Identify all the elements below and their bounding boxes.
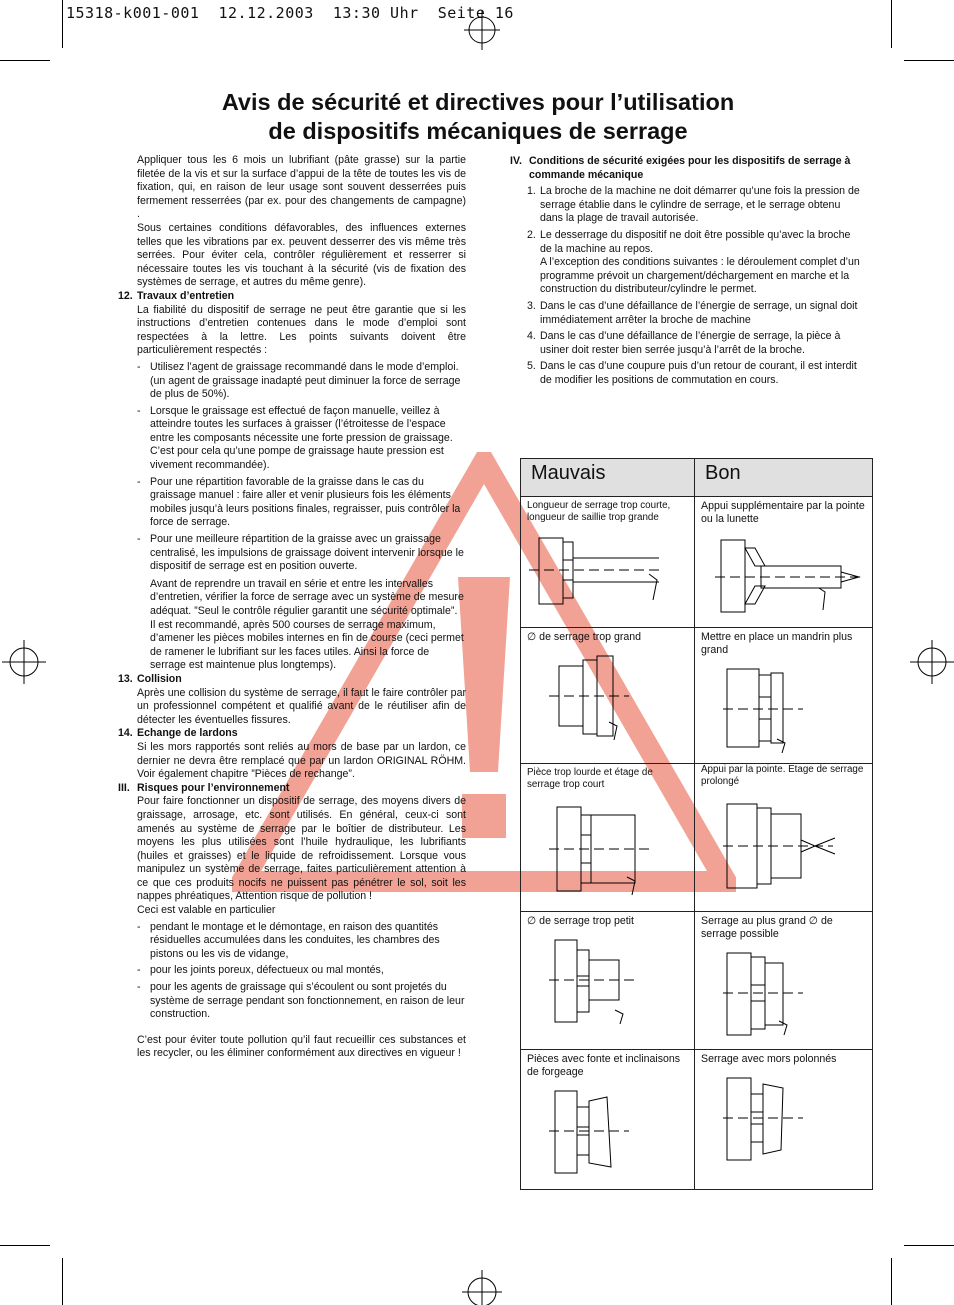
crop-mark: [62, 1258, 63, 1305]
chuck-drawing: [715, 536, 865, 616]
list-item: - pour les agents de graissage qui s’écoulent ou sont projetés du système de serrage pendant son fonctionnement, en raison de leur construction.: [137, 981, 465, 1021]
chuck-drawing: [723, 947, 833, 1037]
section-title: Risques pour l’environnement: [137, 781, 290, 794]
chuck-drawing: [549, 934, 659, 1024]
list-item-text: pendant le montage et le démontage, en raison des quantités résiduelles accumulées dans les conduites, les chambres des pistons ou les vis de vidange,: [150, 920, 440, 960]
table-cell-bad: [521, 628, 695, 764]
list-item: [510, 300, 865, 327]
list-item: [510, 185, 865, 226]
crop-mark: [891, 0, 892, 48]
section-number: III.: [118, 781, 130, 794]
list-item-text: La broche de la machine ne doit démarrer qu’une fois la pression de serrage établie dans le cylindre de serrage, et le serrage obtenu dans la plage de travail autorisée.: [540, 185, 860, 225]
crop-mark: [0, 60, 50, 61]
list-item: [510, 330, 865, 357]
list-item-text: Dans le cas d’une défaillance de l’énergie de serrage, un signal doit immédiatement arrêter la broche de machine: [540, 299, 858, 326]
section-title: Echange de lardons: [137, 727, 238, 740]
section-14-heading: [118, 727, 466, 741]
chuck-drawing: [529, 528, 659, 608]
item-number: 3.: [527, 299, 536, 312]
cell-caption: ∅ de serrage trop petit: [527, 915, 634, 927]
list-item-note: A l’exception des conditions suivantes : le déroulement complet d’un programme prévoit un chargement/déchargement en marche et la construction du distributeur/cylindre le permet.: [540, 256, 860, 296]
list-item-text: Dans le cas d’une défaillance de l’énergie de serrage, la pièce à usiner doit rester bien serrée jusqu’à l’arrêt de la broche.: [540, 330, 841, 356]
section-number: 12.: [118, 289, 133, 302]
cell-caption: Longueur de serrage trop courte, longueur de saillie trop grande: [527, 500, 671, 523]
title-line-2: de dispositifs mécaniques de serrage: [268, 118, 688, 144]
list-item-text: Lorsque le graissage est effectué de façon manuelle, veillez à atteindre toutes les surfaces à graisser (l’étroitesse de l’espace entre les composants nécessite une forte pression de graissage. C’est pour cela qu’une pompe de graissage haute pression est vivement recommandée).: [150, 404, 453, 472]
section-3-text-2: Ceci est valable en particulier: [137, 904, 276, 917]
section-3-text: Pour faire fonctionner un dispositif de serrage, des moyens divers de graissage, arrosage, etc. sont utilisés. En général, ceux-ci sont amenés au système de serrage par le boîtier de distributeur. Les moyens les plus utilisées sont l’huile hydraulique, les lubrifiants (huiles et graisses) et le liquide de refroidissement. Lorsque vous manipulez un système de serrage, faites particulièrement attention à ce que ces produits nocifs ne puissent pas pénétrer le sol, soit les nappes phréatiques, Attention risque de pollution !: [137, 795, 466, 903]
print-meta-line: 15318-k001-001 12.12.2003 13:30 Uhr Seite 16: [66, 4, 514, 22]
chuck-drawing: [723, 1072, 833, 1162]
cell-caption: Pièces avec fonte et inclinaisons de forgeage: [527, 1053, 681, 1078]
section-3-closing: C’est pour éviter toute pollution qu’il faut recueillir ces substances et les recycler, ou les éliminer conformément aux directives en vigueur !: [137, 1033, 466, 1060]
table-cell-bad: [521, 764, 695, 912]
list-item: - Pour une répartition favorable de la graisse dans le cas du graissage manuel : faire aller et venir plusieurs fois les éléments mobiles jusqu’à leurs positions finales, regraisser, puis contrôler la force de serrage.: [137, 475, 461, 529]
column-header-good: Bon: [695, 459, 873, 497]
chuck-drawing: [549, 650, 659, 740]
item-number: 1.: [527, 185, 536, 198]
list-item: [510, 360, 865, 387]
section-12-heading: [118, 290, 466, 304]
crop-mark: [62, 0, 63, 48]
section-title: Collision: [137, 672, 182, 685]
list-item-text: pour les agents de graissage qui s’écoulent ou sont projetés du système de serrage pendant son fonctionnement, en raison de leur construction.: [150, 981, 465, 1021]
crop-mark: [904, 60, 954, 61]
cell-caption: Appui supplémentaire par la pointe ou la lunette: [701, 500, 865, 525]
table-cell-bad: [521, 1050, 695, 1190]
cell-caption: Mettre en place un mandrin plus grand: [701, 631, 853, 656]
item-number: 2.: [527, 228, 536, 241]
list-item-text: Le desserrage du dispositif ne doit être possible qu’avec la broche de la machine au repos.: [540, 228, 851, 255]
list-item: - Lorsque le graissage est effectué de façon manuelle, veillez à atteindre toutes les surfaces à graisser (l’étroitesse de l’espace entre les composants nécessite une forte pression de graissage. C’est pour cela qu’une pompe de graissage haute pression est vivement recommandée).: [137, 404, 453, 472]
intro-paragraph-1: Appliquer tous les 6 mois un lubrifiant (pâte grasse) sur la partie filetée de la vis et sur la surface d’appui de la tête de toutes les vis de fixation, qui, en raison de leur usage sont souvent desserrées puis fermement resserrées (par ex. pour des changements de campagne) .: [137, 154, 466, 221]
list-item-text: Pour une meilleure répartition de la graisse avec un graissage centralisé, les impulsions de graissage doivent intervenir lorsque le dispositif de serrage est en position ouverte.: [150, 533, 464, 573]
section-4-heading: [510, 155, 865, 182]
section-number: IV.: [510, 155, 522, 167]
chuck-drawing: [723, 794, 853, 894]
right-column: [510, 155, 865, 388]
table-cell-bad: [521, 497, 695, 628]
list-item-text: Pour une répartition favorable de la graisse dans le cas du graissage manuel : faire aller et venir plusieurs fois les éléments mobiles jusqu’à leurs positions finales, regraisser, puis contrôler la force de serrage.: [150, 475, 461, 529]
section-14-text: Si les mors rapportés sont reliés au mors de base par un lardon, ce dernier ne devra être remplacé que par un lardon ORIGINAL RÖHM. Voir également chapitre ”Pièces de rechange”.: [137, 740, 466, 781]
table-cell-good: [695, 764, 873, 912]
table-cell-bad: [521, 912, 695, 1050]
section-3-heading: [118, 782, 466, 796]
crop-mark: [891, 1258, 892, 1305]
table-cell-good: [695, 628, 873, 764]
section-title: Travaux d’entretien: [137, 289, 235, 302]
left-column: [118, 154, 466, 1061]
item-number: 4.: [527, 330, 536, 343]
registration-mark-top: [462, 10, 502, 50]
section-title: Conditions de sécurité exigées pour les dispositifs de serrage à commande mécanique: [529, 155, 851, 181]
title-line-1: Avis de sécurité et directives pour l’utilisation: [221, 89, 735, 115]
cell-caption: Serrage avec mors polonnés: [701, 1053, 837, 1065]
list-item-text: Dans le cas d’une coupure puis d’un retour de courant, il est interdit de modifier les positions de commutation en cours.: [540, 360, 857, 386]
intro-paragraph-2: Sous certaines conditions défavorables, des influences externes telles que les vibrations par ex. peuvent desserrer des vis même très serrées. Pour éviter cela, contrôler régulièrement et resserrer si nécessaire toutes les vis touchant à la sécurité (vis de fixation des systèmes de serrage, et autres du même genre).: [137, 221, 466, 289]
section-13-text: Après une collision du système de serrage, il faut le faire contrôler par un professionnel compétent et qualifié avant de le réutiliser afin de détecter les éventuelles fissures.: [137, 686, 466, 726]
chuck-drawing: [549, 797, 659, 897]
page-title: [120, 88, 836, 146]
list-item: [510, 229, 865, 297]
chuck-drawing: [723, 663, 833, 753]
table-cell-good: [695, 912, 873, 1050]
section-13-heading: [118, 673, 466, 687]
cell-caption-line: Appui par la pointe. Etage de serrage prolongé: [701, 764, 864, 787]
cell-caption: ∅ de serrage trop grand: [527, 631, 642, 643]
list-item: - Utilisez l’agent de graissage recommandé dans le mode d’emploi. (un agent de graissage inadapté peut diminuer la force de serrage de plus de 50%).: [137, 360, 461, 401]
section-number: 13.: [118, 672, 133, 685]
registration-mark-bottom: [460, 1270, 504, 1305]
cell-caption: [695, 764, 872, 788]
table-cell-good: [695, 497, 873, 628]
column-header-bad: Mauvais: [521, 459, 695, 497]
list-item-text: pour les joints poreux, défectueux ou mal montés,: [150, 964, 384, 977]
chuck-drawing: [549, 1085, 659, 1175]
list-item: - pour les joints poreux, défectueux ou mal montés,: [137, 964, 384, 977]
section-12-note-2: Il est recommandé, après 500 courses de serrage maximum, d’amener les pièces mobiles internes en fin de course (ceci permet de ramener le lubrifiant sur les faces utiles. Ainsi la force de serrage est maintenue plus longtemps).: [150, 618, 464, 672]
comparison-table: [520, 458, 873, 1190]
list-item-text: Utilisez l’agent de graissage recommandé dans le mode d’emploi. (un agent de graissage inadapté peut diminuer la force de serrage de plus de 50%).: [150, 360, 461, 401]
cell-caption: Pièce trop lourde et étage de serrage trop court: [527, 767, 653, 790]
list-item: - Pour une meilleure répartition de la graisse avec un graissage centralisé, les impulsions de graissage doivent intervenir lorsque le dispositif de serrage est en position ouverte.: [137, 533, 464, 573]
registration-mark-left: [2, 640, 46, 684]
crop-mark: [904, 1245, 954, 1246]
section-12-text: La fiabilité du dispositif de serrage ne peut être garantie que si les instructions d’entretien contenues dans le mode d’emploi sont respectées à la lettre. Les points suivants doivent être particulièrement respectés :: [137, 303, 466, 357]
table-cell-good: [695, 1050, 873, 1190]
crop-mark: [0, 1245, 50, 1246]
section-12-note-1: Avant de reprendre un travail en série et entre les intervalles d’entretien, vérifier la force de serrage avec un système de mesure adéquat. ”Seul le contrôle régulier garantit une sécurité optimale”.: [150, 577, 464, 617]
list-item: - pendant le montage et le démontage, en raison des quantités résiduelles accumulées dans les conduites, les chambres des pistons ou les vis de vidange,: [137, 920, 440, 960]
registration-mark-right: [910, 640, 954, 684]
item-number: 5.: [527, 360, 536, 373]
cell-caption: Serrage au plus grand ∅ de serrage possible: [701, 915, 833, 940]
section-number: 14.: [118, 727, 133, 740]
